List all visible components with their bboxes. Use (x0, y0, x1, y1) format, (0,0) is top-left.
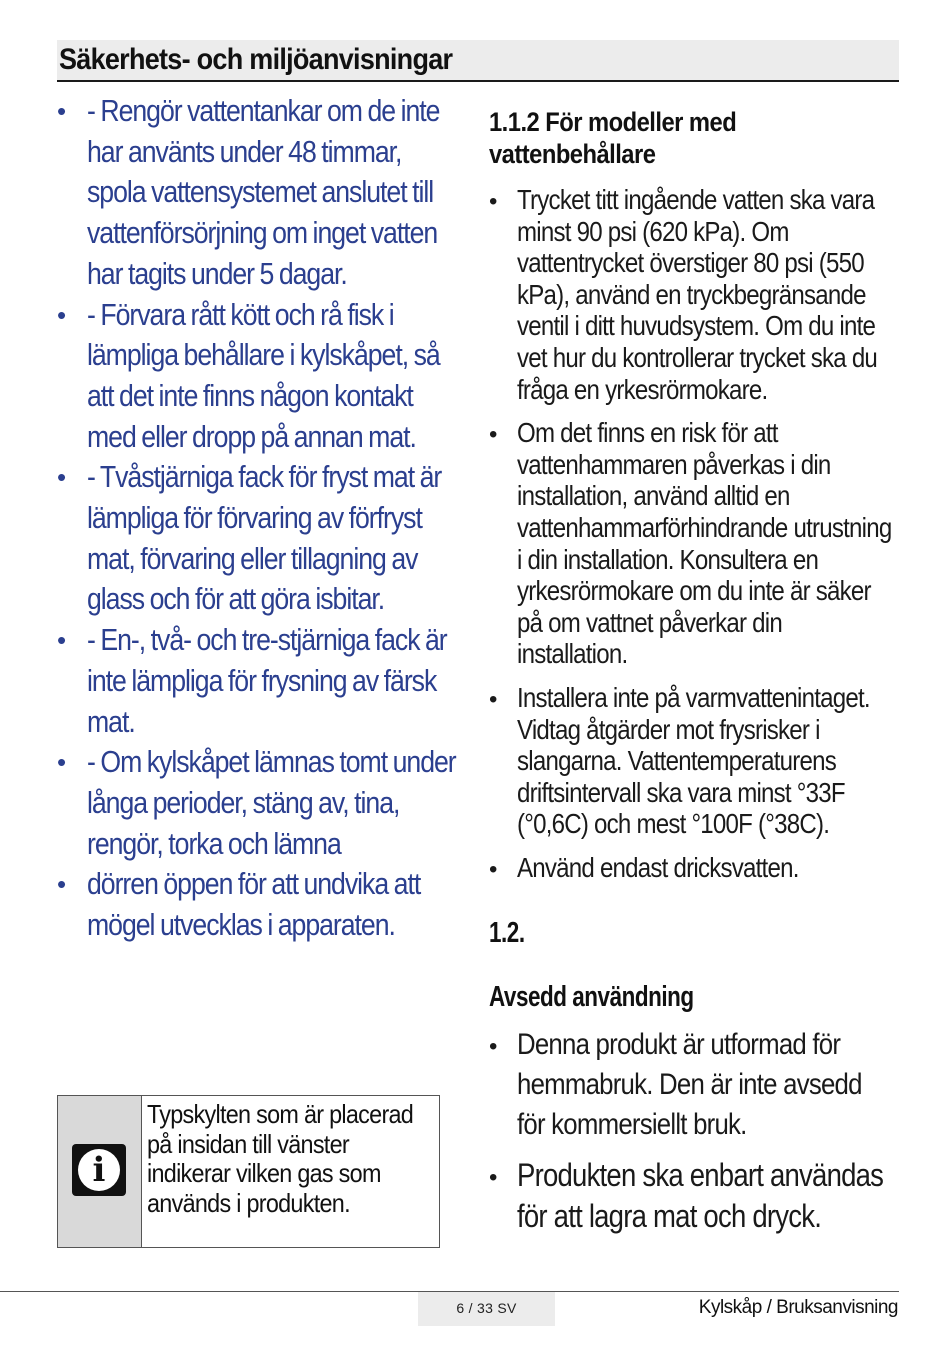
bullet: • (489, 1033, 497, 1061)
list-item (489, 417, 901, 670)
info-icon-glyph: i (92, 1150, 106, 1190)
list-item-text: - Tvåstjärniga fack för fryst mat är lämpliga för förvaring av förfryst mat, förvaring eller tillagning av glass och för att göra isbitar. (87, 459, 442, 617)
section-heading-text (489, 917, 876, 1013)
list-item-text: - Rengör vattentankar om de inte har använts under 48 timmar, spola vattensystemet anslutet till vattenförsörjning om inget vatten har tagits under 5 dagar. (87, 93, 440, 291)
list-item (489, 1155, 901, 1237)
list-item (489, 852, 901, 884)
section-heading-1-1-2 (489, 106, 901, 170)
intended-use-list (489, 1025, 901, 1237)
section-title: Avsedd användning (489, 981, 694, 1014)
bullet: • (57, 747, 65, 778)
list-item (57, 742, 469, 864)
bullet: • (57, 869, 65, 900)
list-item-text: Använd endast dricksvatten. (517, 851, 799, 883)
page-number: 6 / 33 SV (456, 1300, 517, 1316)
list-item (57, 620, 469, 742)
list-item-text: Trycket titt ingående vatten ska vara minst 90 psi (620 kPa). Om vattentrycket överstiger 80 psi (550 kPa), använd en tryckbegränsande ventil i ditt huvudsystem. Om du inte vet hur du kontrollerar trycket ska du fråga en yrkesrörmokare. (517, 184, 878, 405)
list-item-text: - Om kylskåpet lämnas tomt under långa perioder, stäng av, tina, rengör, torka och lämna (87, 744, 456, 861)
bullet: • (489, 1164, 497, 1192)
section-heading-1-2 (489, 917, 901, 1013)
list-item (57, 864, 469, 945)
info-note-box (57, 1095, 440, 1248)
section-heading-text: 1.1.2 För modeller med vattenbehållare (489, 107, 737, 169)
water-container-list (489, 184, 901, 883)
info-note-text-content: Typskylten som är placerad på insidan till vänster indikerar vilken gas som används i produkten. (147, 1099, 414, 1218)
list-item-text: dörren öppen för att undvika att mögel utvecklas i apparaten. (87, 866, 421, 943)
list-item-text: Om det finns en risk för att vattenhammaren påverkas i din installation, använd alltid en vattenhammarförhindrande utrustning i din installation. Konsultera en yrkesrörmokare om du inte är säker på om vattnet påverkar din installation. (517, 417, 892, 670)
page-number-box (418, 1292, 555, 1326)
bullet: • (489, 685, 497, 713)
footer-document-title: Kylskåp / Bruksanvisning (698, 1297, 898, 1318)
list-item-text: - En-, två- och tre-stjärniga fack är inte lämpliga för frysning av färsk mat. (87, 622, 447, 739)
info-icon (72, 1144, 126, 1196)
list-item-text: - Förvara rått kött och rå fisk i lämpliga behållare i kylskåpet, så att det inte finns någon kontakt med eller dropp på annan mat. (87, 296, 440, 454)
bullet: • (57, 625, 65, 656)
list-item (57, 457, 469, 620)
list-item (489, 184, 901, 405)
list-item (489, 682, 901, 840)
storage-instructions-list (57, 91, 469, 946)
bullet: • (57, 96, 65, 126)
list-item (57, 295, 469, 458)
info-icon-cell (58, 1096, 142, 1247)
bullet: • (489, 188, 497, 215)
page-header (57, 40, 899, 82)
list-item-text: Produkten ska enbart användas för att lagra mat och dryck. (517, 1157, 884, 1235)
left-column (57, 91, 469, 946)
bullet: • (57, 462, 65, 493)
right-column (489, 106, 901, 1237)
list-item-text: Denna produkt är utformad för hemmabruk. Den är inte avsedd för kommersiellt bruk. (517, 1028, 862, 1142)
list-item (489, 1025, 901, 1145)
info-note-text (147, 1100, 437, 1218)
page-title: Säkerhets- och miljöanvisningar (59, 43, 453, 76)
bullet: • (489, 855, 497, 883)
bullet: • (57, 299, 65, 330)
bullet: • (489, 421, 497, 449)
section-number: 1.2. (489, 917, 525, 950)
list-item (57, 91, 469, 295)
list-item-text: Installera inte på varmvattenintaget. Vidtag åtgärder mot frysrisker i slangarna. Vattentemperaturens driftsintervall ska vara minst °33F (°0,6C) och mest °100F (°38C). (517, 681, 870, 840)
